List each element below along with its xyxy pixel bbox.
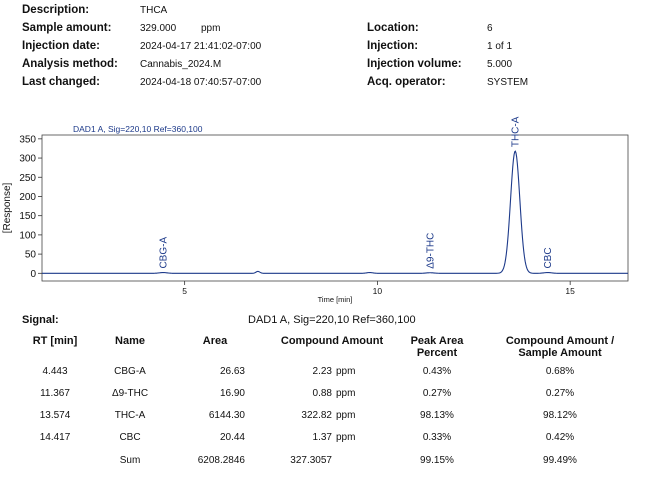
last-changed-value: 2024-04-18 07:40:57-07:00 (140, 77, 262, 88)
cell-unit: ppm (336, 410, 356, 421)
injection-volume-label: Injection volume: (367, 58, 462, 70)
cell-unit: ppm (336, 366, 356, 377)
y-tick-label: 350 (19, 134, 36, 146)
peak-label: CBG-A (158, 236, 170, 269)
cell-percent: 98.13% (420, 410, 454, 421)
cell-ratio: 0.42% (545, 432, 575, 443)
cell-name: CBC (119, 432, 141, 443)
cell-rt: 11.367 (40, 388, 70, 399)
description-value: THCA (140, 5, 168, 16)
cell-area: 20.44 (219, 432, 245, 443)
column-header-name: Name (115, 335, 145, 347)
y-tick-label: 300 (19, 153, 36, 165)
location-value: 6 (487, 23, 493, 34)
analysis-method-value: Cannabis_2024.M (140, 59, 222, 70)
sample-amount-value: 329.000 (140, 23, 177, 34)
acq-operator-value: SYSTEM (487, 77, 529, 88)
peak-label: THC-A (510, 116, 522, 148)
y-tick-label: 250 (19, 172, 36, 184)
cell-area: 26.63 (219, 366, 245, 377)
last-changed-label: Last changed: (22, 76, 100, 88)
cell-percent: 0.43% (422, 366, 452, 377)
signal-value: DAD1 A, Sig=220,10 Ref=360,100 (248, 314, 416, 326)
sum-amount: 327.3057 (290, 455, 332, 466)
signal-label: Signal: (22, 314, 59, 326)
column-header-ratio: Compound Amount / Sample Amount (505, 335, 615, 359)
y-axis-label: [Response] (2, 182, 13, 234)
sample-amount-label: Sample amount: (22, 22, 112, 34)
cell-unit: ppm (336, 388, 356, 399)
cell-ratio: 0.68% (545, 366, 575, 377)
cell-area: 6144.30 (208, 410, 245, 421)
sum-percent: 99.15% (420, 455, 454, 466)
cell-rt: 4.443 (42, 366, 68, 377)
chromatogram-trace (42, 151, 628, 273)
column-header-compound-amount: Compound Amount (280, 335, 384, 347)
cell-name: THC-A (114, 410, 146, 421)
y-tick-label: 50 (24, 249, 36, 261)
sum-ratio: 99.49% (543, 455, 577, 466)
cell-percent: 0.27% (422, 388, 452, 399)
sum-area: 6208.2846 (197, 455, 245, 466)
y-tick-label: 100 (19, 230, 36, 242)
cell-ratio: 0.27% (545, 388, 575, 399)
analysis-method-label: Analysis method: (22, 58, 118, 70)
peak-label: CBC (543, 247, 555, 269)
cell-name: Δ9-THC (111, 388, 149, 399)
y-tick-label: 150 (19, 211, 36, 223)
injection-value: 1 of 1 (487, 41, 513, 52)
cell-unit: ppm (336, 432, 356, 443)
sample-amount-unit: ppm (201, 23, 221, 34)
column-header-rt: RT [min] (32, 335, 78, 347)
y-tick-label: 0 (30, 268, 36, 280)
cell-ratio: 98.12% (543, 410, 577, 421)
chart-title: DAD1 A, Sig=220,10 Ref=360,100 (73, 124, 203, 134)
y-tick-label: 200 (19, 191, 36, 203)
cell-amount: 0.88 (312, 388, 332, 399)
injection-volume-value: 5.000 (487, 59, 513, 70)
cell-rt: 13.574 (39, 410, 71, 421)
location-label: Location: (367, 22, 419, 34)
cell-rt: 14.417 (39, 432, 71, 443)
cell-name: CBG-A (114, 366, 146, 377)
x-tick-label: 10 (372, 286, 383, 296)
sum-name: Sum (119, 455, 141, 466)
injection-label: Injection: (367, 40, 419, 52)
plot-frame (42, 135, 628, 281)
cell-area: 16.90 (219, 388, 245, 399)
injection-date-value: 2024-04-17 21:41:02-07:00 (140, 41, 262, 52)
column-header-area: Area (202, 335, 228, 347)
cell-amount: 322.82 (301, 410, 332, 421)
x-tick-label: 5 (182, 286, 188, 296)
x-axis-label: Time [min] (317, 295, 353, 304)
column-header-peak-area-percent: Peak Area Percent (410, 335, 464, 359)
description-label: Description: (22, 4, 90, 16)
cell-amount: 2.23 (312, 366, 332, 377)
cell-amount: 1.37 (312, 432, 332, 443)
injection-date-label: Injection date: (22, 40, 100, 52)
acq-operator-label: Acq. operator: (367, 76, 446, 88)
x-tick-label: 15 (565, 286, 575, 296)
cell-percent: 0.33% (422, 432, 452, 443)
peak-label: Δ9-THC (425, 232, 437, 269)
